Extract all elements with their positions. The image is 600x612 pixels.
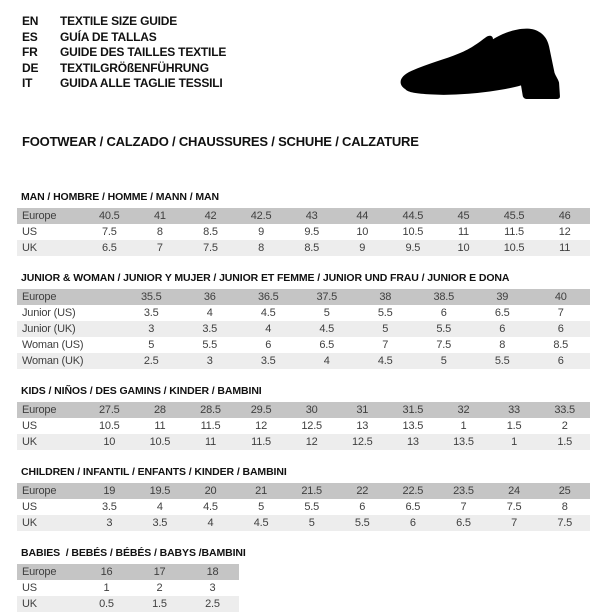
size-cell: 6.5	[494, 307, 510, 319]
size-cell: 5	[440, 355, 447, 367]
size-cell: 17	[153, 566, 166, 578]
size-cell: 6.5	[456, 517, 471, 529]
size-table	[17, 483, 590, 531]
table-row	[17, 305, 590, 321]
size-cell: 11	[154, 420, 166, 432]
size-cell: 12	[558, 226, 571, 238]
size-cell: 7.5	[557, 517, 573, 529]
size-tables	[17, 191, 590, 612]
size-cell: 44.5	[402, 210, 424, 222]
size-cell: 8	[156, 226, 163, 238]
lang-label: GUÍA DE TALLAS	[60, 29, 157, 44]
size-cell: 7	[156, 242, 163, 254]
row-label: Europe	[22, 210, 57, 222]
size-cell: 35.5	[140, 291, 162, 303]
size-cell: 37.5	[316, 291, 338, 303]
lang-row	[22, 45, 226, 61]
size-cell: 45	[457, 210, 470, 222]
size-cell: 10.5	[503, 242, 525, 254]
size-cell: 7.5	[506, 501, 522, 513]
size-cell: 33.5	[554, 404, 575, 416]
lang-code: ES	[22, 29, 38, 44]
row-label: US	[22, 420, 37, 432]
row-label: Junior (US)	[22, 307, 76, 319]
table-row	[17, 240, 590, 256]
size-cell: 5.5	[304, 501, 320, 513]
size-cell: 6	[557, 355, 564, 367]
size-cell: 5	[382, 323, 389, 335]
size-cell: 4	[156, 501, 163, 513]
row-label: US	[22, 582, 37, 594]
size-cell: 6	[557, 323, 564, 335]
size-cell: 4	[207, 517, 214, 529]
size-cell: 12	[255, 420, 267, 432]
size-cell: 36.5	[257, 291, 279, 303]
table-row	[17, 224, 590, 240]
size-cell: 10	[457, 242, 470, 254]
table-row	[17, 499, 590, 515]
size-cell: 22.5	[402, 485, 424, 497]
row-label: US	[22, 226, 37, 238]
size-cell: 8	[561, 501, 568, 513]
size-cell: 4.5	[377, 355, 393, 367]
category-title: FOOTWEAR / CALZADO / CHAUSSURES / SCHUHE / CALZATURE	[22, 134, 419, 149]
size-cell: 5	[308, 517, 315, 529]
size-cell: 9.5	[405, 242, 421, 254]
size-cell: 39	[496, 291, 509, 303]
lang-code: IT	[22, 76, 33, 90]
size-cell: 24	[508, 485, 520, 497]
table-row	[17, 434, 590, 450]
lang-label: GUIDE DES TAILLES TEXTILE	[60, 45, 227, 59]
row-label: UK	[22, 598, 37, 610]
size-cell: 1.5	[152, 598, 167, 610]
table-row	[17, 483, 590, 499]
size-cell: 5.5	[354, 517, 370, 529]
size-cell: 1	[460, 420, 467, 432]
table-row	[17, 515, 590, 531]
size-cell: 5	[258, 501, 265, 513]
size-cell: 19.5	[149, 485, 171, 497]
table-row	[17, 580, 239, 596]
size-cell: 3.5	[143, 307, 159, 319]
size-cell: 2	[561, 420, 568, 432]
size-cell: 11.5	[504, 226, 524, 238]
lang-row	[22, 14, 226, 30]
row-label: UK	[22, 436, 37, 448]
size-cell: 7	[511, 517, 517, 529]
size-cell: 8.5	[304, 242, 320, 254]
size-cell: 10	[103, 436, 116, 448]
size-table-section	[17, 547, 590, 612]
size-cell: 13.5	[402, 420, 424, 432]
row-label: Woman (US)	[22, 339, 84, 351]
table-row	[17, 208, 590, 224]
lang-label: GUIDA ALLE TAGLIE TESSILI	[60, 76, 223, 90]
size-cell: 46	[558, 210, 571, 222]
size-cell: 6	[440, 307, 447, 319]
size-cell: 3	[206, 355, 213, 367]
size-cell: 22	[356, 485, 369, 497]
size-cell: 41	[153, 210, 166, 222]
size-cell: 11.5	[200, 420, 221, 432]
size-cell: 3.5	[260, 355, 276, 367]
size-cell: 27.5	[98, 404, 120, 416]
size-cell: 7	[460, 501, 467, 513]
size-cell: 11	[457, 226, 469, 238]
header-area	[0, 0, 600, 113]
lang-row	[22, 76, 226, 92]
size-cell: 4.5	[319, 323, 335, 335]
size-table-section	[17, 466, 590, 531]
lang-label: TEXTILGRÖßENFÜHRUNG	[60, 60, 209, 75]
size-table	[17, 564, 239, 612]
size-cell: 23.5	[453, 485, 474, 497]
size-cell: 10.5	[149, 436, 171, 448]
section-title: JUNIOR & WOMAN / JUNIOR Y MUJER / JUNIOR ET FEMME / JUNIOR UND FRAU / JUNIOR E DONA	[21, 272, 510, 284]
size-cell: 6	[359, 501, 366, 513]
row-label: Europe	[22, 566, 57, 578]
size-cell: 40	[554, 291, 567, 303]
size-cell: 6.5	[405, 501, 421, 513]
size-cell: 7.5	[203, 242, 218, 254]
size-cell: 31	[356, 404, 369, 416]
size-cell: 10.5	[98, 420, 120, 432]
size-cell: 13.5	[453, 436, 474, 448]
size-cell: 3	[106, 517, 113, 529]
section-title: BABIES / BEBÉS / BÉBÉS / BABYS /BAMBINI	[21, 547, 246, 559]
size-cell: 4.5	[260, 307, 276, 319]
size-cell: 8.5	[203, 226, 218, 238]
size-cell: 4	[265, 323, 272, 335]
size-table	[17, 402, 590, 450]
size-cell: 3.5	[101, 501, 117, 513]
lang-row	[22, 61, 226, 77]
size-cell: 11	[559, 242, 571, 254]
size-cell: 29.5	[250, 404, 272, 416]
size-cell: 6.5	[319, 339, 335, 351]
size-cell: 6	[499, 323, 506, 335]
size-cell: 1.5	[557, 436, 573, 448]
size-cell: 25	[558, 485, 571, 497]
size-cell: 19	[103, 485, 116, 497]
size-cell: 6	[265, 339, 272, 351]
size-cell: 10.5	[402, 226, 424, 238]
size-cell: 9.5	[304, 226, 320, 238]
size-cell: 7	[382, 339, 389, 351]
size-table	[17, 289, 590, 369]
row-label: US	[22, 501, 37, 513]
size-cell: 11.5	[251, 436, 271, 448]
table-row	[17, 337, 590, 353]
size-cell: 7.5	[436, 339, 452, 351]
section-title: CHILDREN / INFANTIL / ENFANTS / KINDER / BAMBINI	[21, 466, 287, 478]
size-cell: 40.5	[98, 210, 120, 222]
section-title: MAN / HOMBRE / HOMME / MANN / MAN	[21, 191, 219, 203]
size-cell: 2.5	[143, 355, 159, 367]
size-cell: 18	[206, 566, 219, 578]
size-cell: 9	[258, 226, 265, 238]
size-cell: 36	[203, 291, 216, 303]
size-cell: 5.5	[377, 307, 393, 319]
size-table-section	[17, 272, 590, 369]
table-row	[17, 596, 239, 612]
size-cell: 8	[258, 242, 265, 254]
table-row	[17, 321, 590, 337]
size-cell: 6.5	[101, 242, 117, 254]
size-cell: 4.5	[203, 501, 218, 513]
row-label: Europe	[22, 404, 57, 416]
row-label: UK	[22, 517, 37, 529]
size-cell: 33	[508, 404, 520, 416]
size-table-section	[17, 191, 590, 256]
size-cell: 3.5	[152, 517, 168, 529]
row-label: Junior (UK)	[22, 323, 76, 335]
size-cell: 1	[511, 436, 517, 448]
size-cell: 3	[148, 323, 155, 335]
table-row	[17, 353, 590, 369]
lang-code: FR	[22, 45, 38, 59]
size-cell: 5	[148, 339, 155, 351]
size-cell: 43	[305, 210, 318, 222]
size-table	[17, 208, 590, 256]
lang-code: EN	[22, 14, 39, 28]
size-cell: 42.5	[250, 210, 272, 222]
size-cell: 6	[409, 517, 416, 529]
size-cell: 4	[323, 355, 330, 367]
size-cell: 21.5	[301, 485, 322, 497]
size-cell: 20	[204, 485, 217, 497]
size-cell: 42	[204, 210, 217, 222]
section-title: KIDS / NIÑOS / DES GAMINS / KINDER / BAMBINI	[21, 385, 262, 397]
size-cell: 7.5	[101, 226, 117, 238]
row-label: Europe	[22, 485, 57, 497]
size-cell: 7	[557, 307, 564, 319]
size-cell: 45.5	[503, 210, 525, 222]
row-label: Woman (UK)	[22, 355, 84, 367]
size-cell: 5	[323, 307, 330, 319]
size-cell: 28.5	[200, 404, 221, 416]
size-cell: 21	[255, 485, 267, 497]
lang-row	[22, 30, 226, 46]
size-cell: 3.5	[202, 323, 218, 335]
dress-shoe-icon	[392, 22, 574, 113]
size-cell: 0.5	[99, 598, 114, 610]
size-cell: 4	[206, 307, 213, 319]
table-row	[17, 289, 590, 305]
size-cell: 2.5	[205, 598, 220, 610]
table-row	[17, 402, 590, 418]
lang-label: TEXTILE SIZE GUIDE	[60, 14, 178, 28]
table-row	[17, 564, 239, 580]
size-cell: 13	[356, 420, 369, 432]
size-cell: 12.5	[301, 420, 322, 432]
size-cell: 8.5	[553, 339, 569, 351]
size-cell: 1.5	[506, 420, 522, 432]
size-cell: 5.5	[494, 355, 510, 367]
size-table-section	[17, 385, 590, 450]
size-cell: 30	[305, 404, 318, 416]
size-cell: 9	[359, 242, 366, 254]
size-cell: 2	[156, 582, 163, 594]
size-cell: 3	[209, 582, 216, 594]
row-label: UK	[22, 242, 37, 254]
size-cell: 44	[356, 210, 369, 222]
size-cell: 10	[356, 226, 369, 238]
size-cell: 31.5	[402, 404, 424, 416]
size-cell: 8	[499, 339, 506, 351]
table-row	[17, 418, 590, 434]
size-cell: 16	[100, 566, 113, 578]
size-cell: 5.5	[202, 339, 218, 351]
size-cell: 28	[153, 404, 166, 416]
size-cell: 38	[379, 291, 392, 303]
size-cell: 5.5	[436, 323, 452, 335]
row-label: Europe	[22, 291, 57, 303]
size-cell: 4.5	[253, 517, 269, 529]
language-list	[22, 14, 226, 113]
size-cell: 12.5	[351, 436, 373, 448]
size-cell: 38.5	[433, 291, 455, 303]
size-cell: 13	[406, 436, 419, 448]
lang-code: DE	[22, 60, 39, 75]
size-cell: 12	[305, 436, 318, 448]
size-cell: 1	[103, 582, 110, 594]
size-cell: 11	[204, 436, 216, 448]
size-cell: 32	[457, 404, 470, 416]
